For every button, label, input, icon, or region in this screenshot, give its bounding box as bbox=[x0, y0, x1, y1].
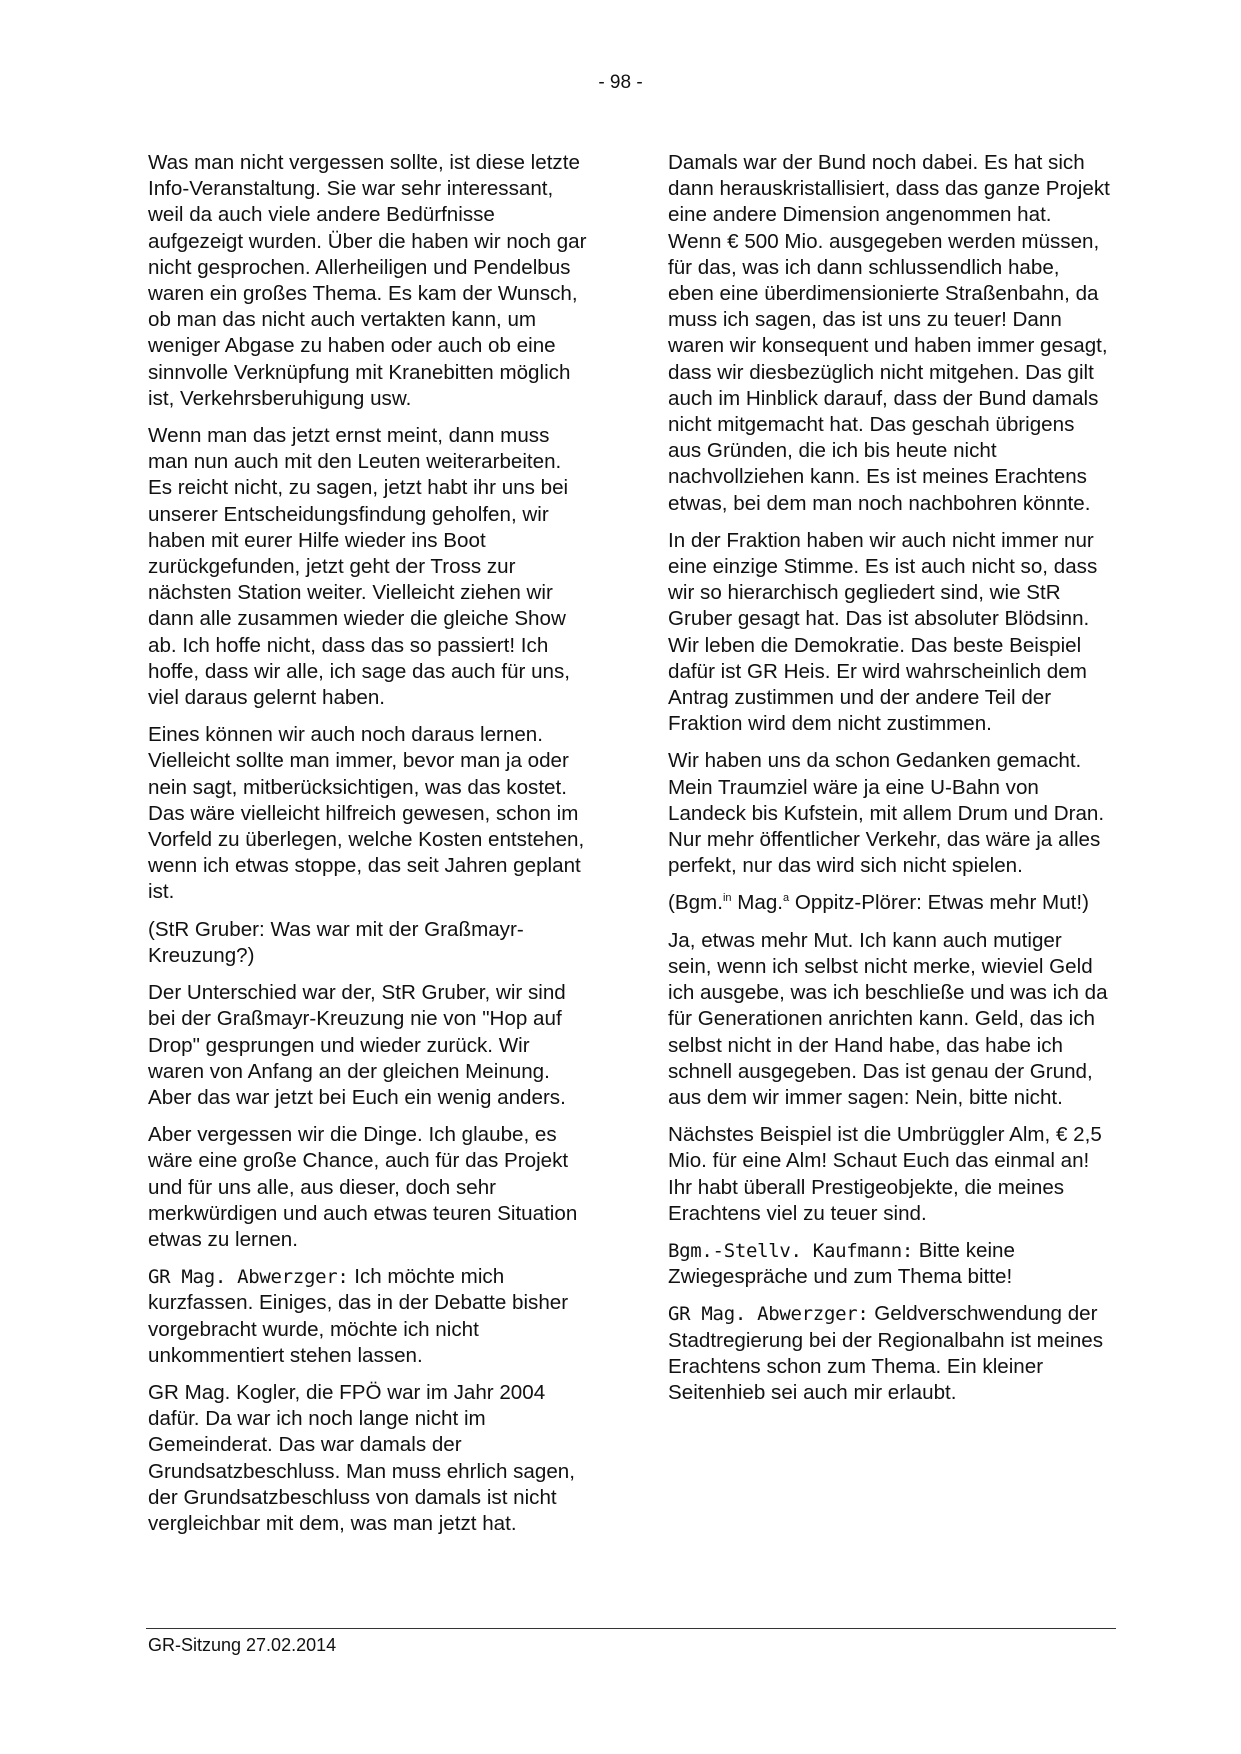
paragraph: GR Mag. Kogler, die FPÖ war im Jahr 2004 dafür. Da war ich noch lange nicht im Gemeinderat. Das war damals der Grundsatzbeschluss. Man muss ehrlich sagen, der Grundsatzbeschluss von damals ist nicht vergleichbar mit dem, was man jetzt hat. bbox=[148, 1380, 575, 1535]
speech-text: Geldverschwendung der Stadtregierung bei der Regionalbahn ist meines Erachtens schon zum Thema. Ein kleiner Seitenhieb sei auch mir erlaubt. bbox=[668, 1302, 1104, 1404]
paragraph: Nächstes Beispiel ist die Umbrüggler Alm, € 2,5 Mio. für eine Alm! Schaut Euch das einmal an! Ihr habt überall Prestigeobjekte, die meines Erachtens viel zu teuer sind. bbox=[668, 1123, 1102, 1225]
speaker-name: GR Mag. Abwerzger: bbox=[148, 1266, 349, 1289]
interjection-part: Oppitz-Plörer: Etwas mehr Mut!) bbox=[789, 891, 1089, 915]
paragraph: Ja, etwas mehr Mut. Ich kann auch mutiger sein, wenn ich selbst nicht merke, wieviel Geld ich ausgebe, was ich beschließe und was ich da für Generationen anrichten kann. Geld, das ich selbst nicht in der Hand habe, das habe ich schnell ausgegeben. Das ist genau der Grund, aus dem wir immer sagen: Nein, bitte nicht. bbox=[668, 928, 1108, 1109]
paragraph: Damals war der Bund noch dabei. Es hat sich dann herauskristallisiert, dass das ganze Projekt eine andere Dimension angenommen hat. Wenn € 500 Mio. ausgegeben werden müssen, für das, was ich dann schlussendlich habe, eben eine überdimensionierte Straßenbahn, da muss ich sagen, das ist uns zu teuer! Dann waren wir konsequent und haben immer gesagt, dass wir diesbezüglich nicht mitgehen. Das gilt auch im Hinblick darauf, dass der Bund damals nicht mitgemacht hat. Das geschah übrigens aus Gründen, die ich bis heute nicht nachvollziehen kann. Es ist meines Erachtens etwas, bei dem man noch nachbohren könnte. bbox=[668, 151, 1110, 515]
speaker-name: Bgm.-Stellv. Kaufmann: bbox=[668, 1239, 914, 1262]
page-number: - 98 - bbox=[598, 72, 643, 93]
superscript: in bbox=[722, 892, 732, 905]
paragraph: Wir haben uns da schon Gedanken gemacht. Mein Traumziel wäre ja eine U-Bahn von Landeck bis Kufstein, mit allem Drum und Dran. Nur mehr öffentlicher Verkehr, das wäre ja alles perfekt, nur das wird sich nicht spielen. bbox=[668, 749, 1105, 878]
paragraph: Der Unterschied war der, StR Gruber, wir sind bei der Graßmayr-Kreuzung nie von "Hop auf Drop" gesprungen und wieder zurück. Wir waren von Anfang an der gleichen Meinung. Aber das war jetzt bei Euch ein wenig anders. bbox=[148, 981, 566, 1109]
footer-session-date: GR-Sitzung 27.02.2014 bbox=[148, 1635, 337, 1655]
speech-paragraph bbox=[668, 1238, 1110, 1290]
interjection-part: (Bgm. bbox=[668, 891, 723, 915]
speech-paragraph bbox=[148, 1264, 590, 1369]
paragraph: Aber vergessen wir die Dinge. Ich glaube, es wäre eine große Chance, auch für das Projekt und für uns alle, aus dieser, doch sehr merkwürdigen und auch etwas teuren Situation etwas zu lernen. bbox=[148, 1123, 578, 1251]
paragraph: Wenn man das jetzt ernst meint, dann muss man nun auch mit den Leuten weiterarbeiten. Es reicht nicht, zu sagen, jetzt habt ihr uns bei unserer Entscheidungsfindung geholfen, wir haben mit eurer Hilfe wieder ins Boot zurückgefunden, jetzt geht der Tross zur nächsten Station weiter. Vielleicht ziehen wir dann alle zusammen wieder die gleiche Show ab. Ich hoffe nicht, dass das so passiert! Ich hoffe, dass wir alle, ich sage das auch für uns, viel daraus gelernt haben. bbox=[148, 424, 571, 710]
paragraph: Was man nicht vergessen sollte, ist diese letzte Info-Veranstaltung. Sie war sehr interessant, weil da auch viele andere Bedürfnisse aufgezeigt wurden. Über die haben wir noch gar nicht gesprochen. Allerheiligen und Pendelbus waren ein großes Thema. Es kam der Wunsch, ob man das nicht auch vertakten kann, um weniger Abgase zu haben oder auch ob eine sinnvolle Verknüpfung mit Kranebitten möglich ist, Verkehrsberuhigung usw. bbox=[148, 151, 587, 410]
left-column bbox=[148, 150, 590, 1548]
right-column bbox=[668, 150, 1110, 1417]
paragraph: In der Fraktion haben wir auch nicht immer nur eine einzige Stimme. Es ist auch nicht so, dass wir so hierarchisch gegliedert sind, wie StR Gruber gesagt hat. Das ist absoluter Blödsinn. Wir leben die Demokratie. Das beste Beispiel dafür ist GR Heis. Er wird wahrscheinlich dem Antrag zustimmen und der andere Teil der Fraktion wird dem nicht zustimmen. bbox=[668, 528, 1098, 736]
paragraph: Eines können wir auch noch daraus lernen. Vielleicht sollte man immer, bevor man ja oder nein sagt, mitberücksichtigen, was das kostet. Das wäre vielleicht hilfreich gewesen, schon im Vorfeld zu überlegen, welche Kosten entstehen, wenn ich etwas stoppe, das seit Jahren geplant ist. bbox=[148, 723, 585, 904]
speech-text: Bitte keine Zwiegespräche und zum Thema bitte! bbox=[668, 1238, 1015, 1289]
interjection: (StR Gruber: Was war mit der Graßmayr-Kreuzung?) bbox=[148, 917, 524, 967]
interjection-part: Mag. bbox=[731, 891, 784, 915]
speech-text: Ich möchte mich kurzfassen. Einiges, das in der Debatte bisher vorgebracht wurde, möchte ich nicht unkommentiert stehen lassen. bbox=[148, 1265, 569, 1367]
footer-divider bbox=[146, 1628, 1116, 1629]
interjection bbox=[668, 890, 1110, 916]
speaker-name: GR Mag. Abwerzger: bbox=[668, 1303, 869, 1326]
superscript: a bbox=[783, 892, 790, 905]
speech-paragraph bbox=[668, 1301, 1110, 1406]
